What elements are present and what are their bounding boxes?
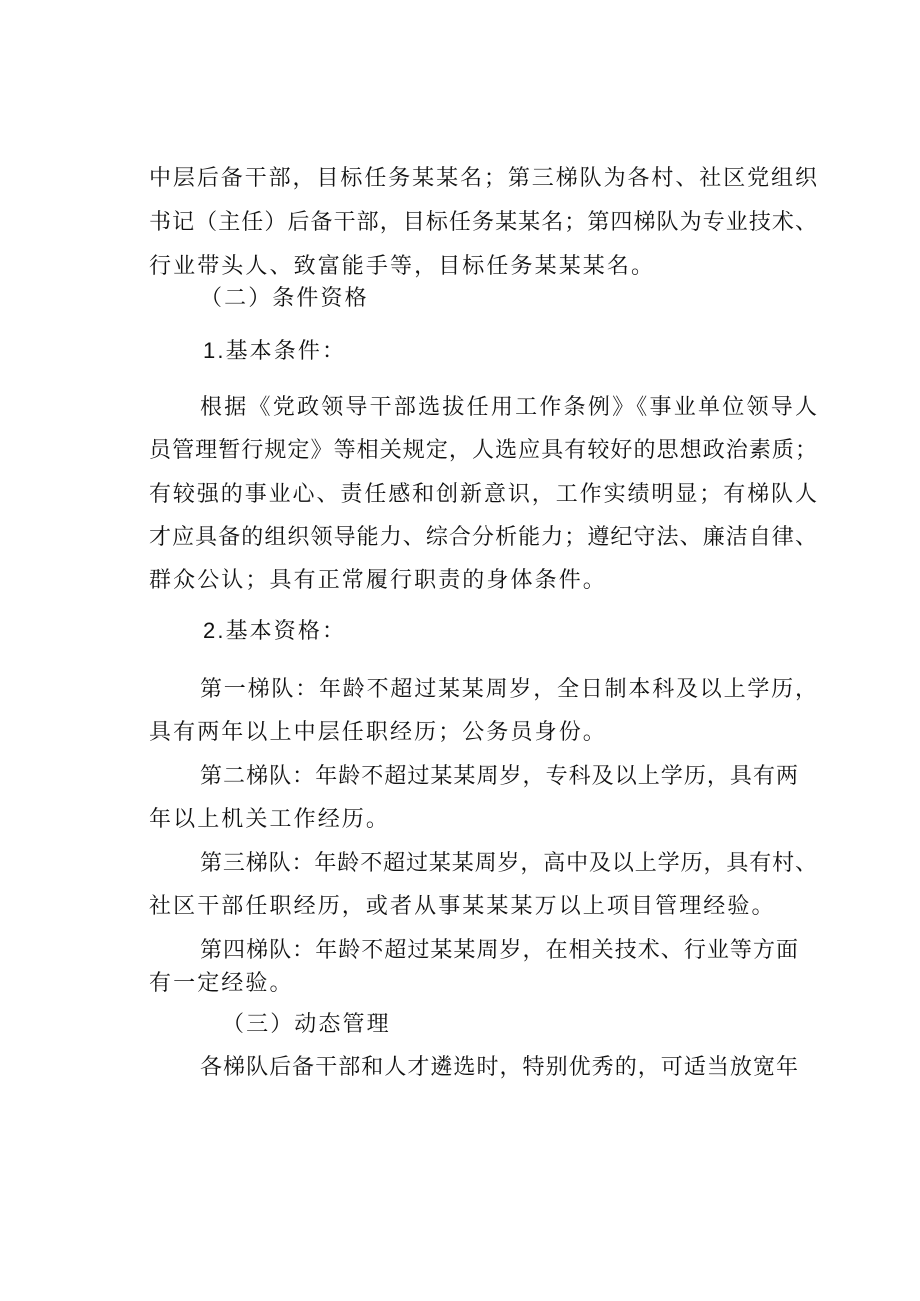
paragraph-line: 各梯队后备干部和人才遴选时，特别优秀的，可适当放宽年 xyxy=(200,1055,798,1080)
paragraph-line: 中层后备干部，目标任务某某名；第三梯队为各村、社区党组织 xyxy=(149,166,817,191)
paragraph-line: 有较强的事业心、责任感和创新意识，工作实绩明显；有梯队人 xyxy=(149,482,817,507)
subsection-heading-basic-qualifications xyxy=(203,616,346,647)
section-heading-conditions: （二）条件资格 xyxy=(200,286,369,311)
paragraph-line: 第四梯队：年龄不超过某某周岁，在相关技术、行业等方面 xyxy=(200,938,798,963)
paragraph-line: 才应具备的组织领导能力、综合分析能力；遵纪守法、廉洁自律、 xyxy=(149,525,817,550)
subsection-heading-basic-conditions xyxy=(203,336,346,367)
paragraph-line: 社区干部任职经历，或者从事某某某万以上项目管理经验。 xyxy=(149,894,776,919)
paragraph-line: 年以上机关工作经历。 xyxy=(149,807,391,832)
paragraph-line: 第一梯队：年龄不超过某某周岁，全日制本科及以上学历， xyxy=(200,677,817,702)
paragraph-line: 具有两年以上中层任职经历；公务员身份。 xyxy=(149,720,607,745)
paragraph-line: 根据《党政领导干部选拔任用工作条例》《事业单位领导人 xyxy=(200,395,817,420)
paragraph-line: 员管理暂行规定》等相关规定，人选应具有较好的思想政治素质； xyxy=(149,438,817,463)
subsection-title: 基本条件： xyxy=(225,339,347,364)
subsection-number: 2. xyxy=(203,618,226,643)
paragraph-line: 行业带头人、致富能手等，目标任务某某某名。 xyxy=(149,254,656,279)
paragraph-line: 第二梯队：年龄不超过某某周岁，专科及以上学历，具有两 xyxy=(200,764,798,789)
paragraph-line: 群众公认；具有正常履行职责的身体条件。 xyxy=(149,568,607,593)
paragraph-line: 第三梯队：年龄不超过某某周岁，高中及以上学历，具有村、 xyxy=(200,851,817,876)
section-heading-dynamic-management: （三）动态管理 xyxy=(222,1012,391,1037)
paragraph-line: 有一定经验。 xyxy=(149,971,294,996)
paragraph-line: 书记（主任）后备干部，目标任务某某名；第四梯队为专业技术、 xyxy=(149,210,817,235)
subsection-number: 1. xyxy=(203,338,226,363)
subsection-title: 基本资格： xyxy=(225,619,347,644)
